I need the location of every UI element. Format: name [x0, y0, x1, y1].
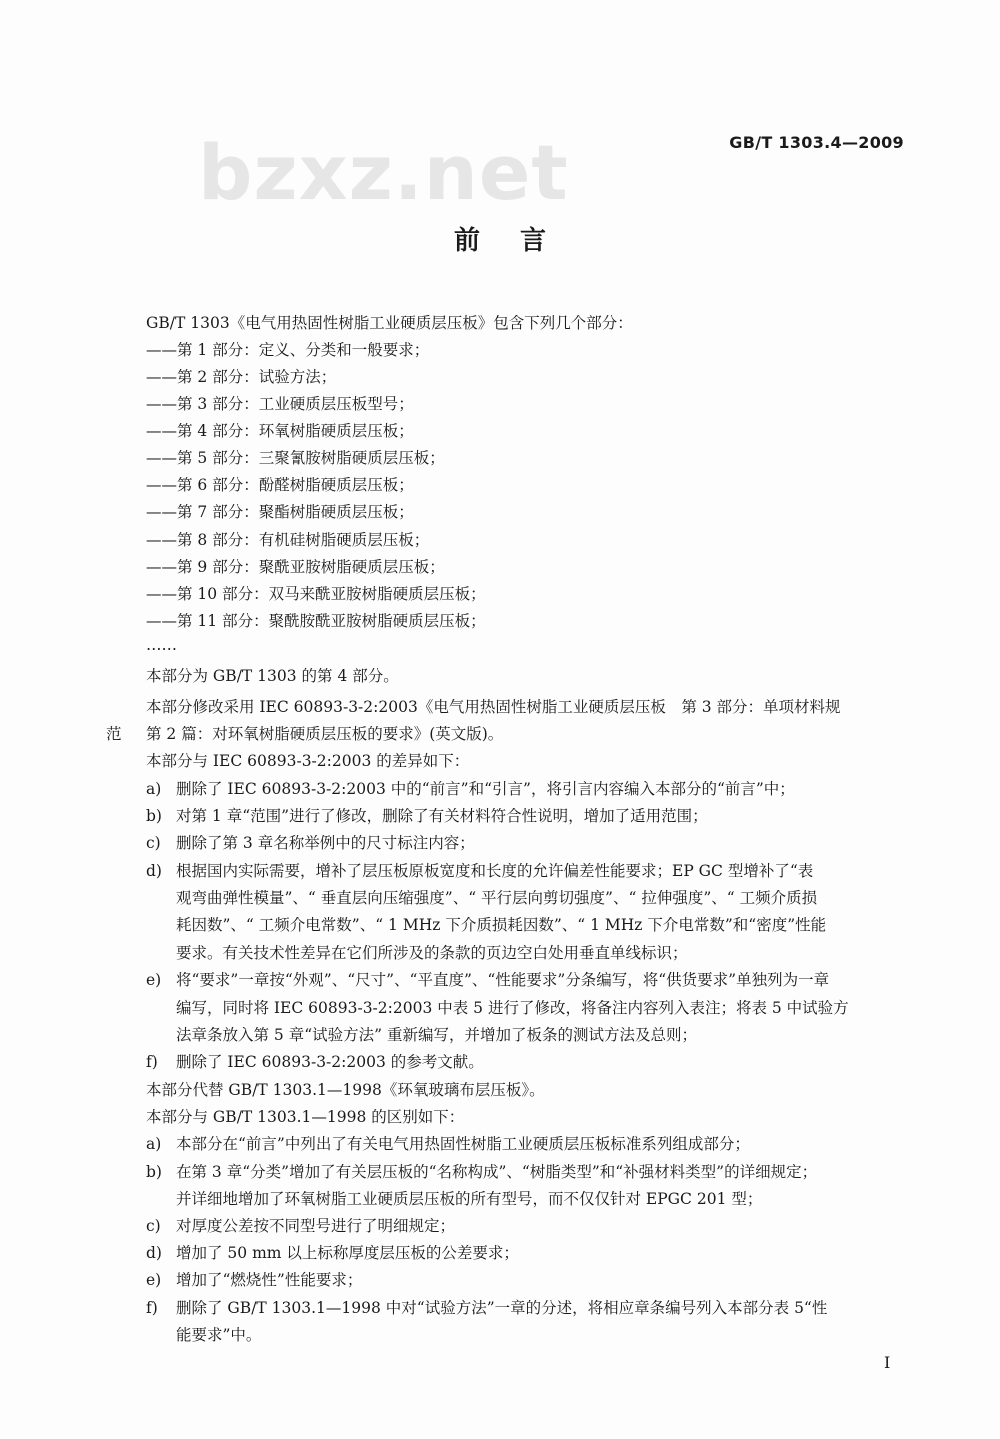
standard-number: GB/T 1303.4—2009 [729, 133, 904, 152]
part-item: ——第 2 部分：试验方法； [146, 368, 337, 386]
list-label: c) [146, 834, 161, 852]
paragraph: 本部分与 IEC 60893-3-2:2003 的差异如下： [146, 752, 470, 770]
part-item: ——第 9 部分：聚酰亚胺树脂硬质层压板； [146, 558, 445, 576]
list-item: 本部分在“前言”中列出了有关电气用热固性树脂工业硬质层压板标准系列组成部分； [176, 1135, 750, 1153]
page-number: I [884, 1353, 891, 1372]
list-label: a) [146, 780, 162, 798]
list-label: b) [146, 807, 162, 825]
list-item-continued: 要求。有关技术性差异在它们所涉及的条款的页边空白处用垂直单线标识； [176, 944, 688, 962]
list-label: a) [146, 1135, 162, 1153]
part-item: ——第 3 部分：工业硬质层压板型号； [146, 395, 414, 413]
list-item: 增加了“燃烧性”性能要求； [176, 1271, 363, 1289]
list-item-continued: 并详细地增加了环氧树脂工业硬质层压板的所有型号，而不仅仅针对 EPGC 201 型； [176, 1190, 763, 1208]
paragraph: 本部分代替 GB/T 1303.1—1998《环氧玻璃布层压板》。 [146, 1081, 545, 1099]
list-item-continued: 耗因数”、“ 工频介电常数”、“ 1 MHz 下介质损耗因数”、“ 1 MHz 下介电常数”和“密度”性能 [176, 916, 827, 934]
paragraph-margin-char: 范 [106, 725, 122, 743]
list-label: f) [146, 1299, 158, 1317]
part-item: ——第 5 部分：三聚氰胺树脂硬质层压板； [146, 449, 445, 467]
list-label: d) [146, 1244, 162, 1262]
list-item-continued: 编写，同时将 IEC 60893-3-2:2003 中表 5 进行了修改，将备注内容列入表注；将表 5 中试验方 [176, 999, 849, 1017]
list-item-continued: 能要求”中。 [176, 1326, 262, 1344]
paragraph: 本部分为 GB/T 1303 的第 4 部分。 [146, 667, 399, 685]
part-item: ——第 6 部分：酚醛树脂硬质层压板； [146, 476, 414, 494]
list-label: f) [146, 1053, 158, 1071]
list-label: c) [146, 1217, 161, 1235]
list-label: e) [146, 1271, 162, 1289]
list-item: 删除了第 3 章名称举例中的尺寸标注内容； [176, 834, 475, 852]
list-item: 将“要求”一章按“外观”、“尺寸”、“平直度”、“性能要求”分条编写，将“供货要求”单独列为一章 [176, 971, 830, 989]
paragraph: 本部分与 GB/T 1303.1—1998 的区别如下： [146, 1108, 465, 1126]
part-item: ——第 10 部分：双马来酰亚胺树脂硬质层压板； [146, 585, 486, 603]
part-item-ellipsis: …… [146, 636, 177, 654]
list-label: b) [146, 1163, 162, 1181]
part-item: ——第 8 部分：有机硅树脂硬质层压板； [146, 531, 430, 549]
list-item: 对第 1 章“范围”进行了修改，删除了有关材料符合性说明，增加了适用范围； [176, 807, 708, 825]
list-item: 删除了 GB/T 1303.1—1998 中对“试验方法”一章的分述，将相应章条编号列入本部分表 5“性 [176, 1299, 828, 1317]
list-item: 对厚度公差按不同型号进行了明细规定； [176, 1217, 456, 1235]
list-item: 增加了 50 mm 以上标称厚度层压板的公差要求； [176, 1244, 519, 1262]
part-item: ——第 11 部分：聚酰胺酰亚胺树脂硬质层压板； [146, 612, 486, 630]
list-item: 根据国内实际需要，增补了层压板原板宽度和长度的允许偏差性能要求；EP GC 型增补了“表 [176, 862, 814, 880]
list-item: 在第 3 章“分类”增加了有关层压板的“名称构成”、“树脂类型”和“补强材料类型”的详细规定； [176, 1163, 818, 1181]
list-item: 删除了 IEC 60893-3-2:2003 的参考文献。 [176, 1053, 484, 1071]
intro-paragraph: GB/T 1303《电气用热固性树脂工业硬质层压板》包含下列几个部分： [146, 314, 633, 332]
list-item-continued: 法章条放入第 5 章“试验方法” 重新编写，并增加了板条的测试方法及总则； [176, 1026, 697, 1044]
page-title: 前言 [453, 226, 586, 256]
part-item: ——第 1 部分：定义、分类和一般要求； [146, 341, 430, 359]
list-item-continued: 观弯曲弹性模量”、“ 垂直层向压缩强度”、“ 平行层向剪切强度”、“ 拉伸强度”、“ 工频介质损 [176, 889, 818, 907]
list-label: d) [146, 862, 162, 880]
part-item: ——第 7 部分：聚酯树脂硬质层压板； [146, 503, 414, 521]
part-item: ——第 4 部分：环氧树脂硬质层压板； [146, 422, 414, 440]
paragraph: 本部分修改采用 IEC 60893-3-2:2003《电气用热固性树脂工业硬质层压板 第 3 部分：单项材料规 [146, 698, 841, 716]
list-item: 删除了 IEC 60893-3-2:2003 中的“前言”和“引言”，将引言内容编入本部分的“前言”中； [176, 780, 795, 798]
list-label: e) [146, 971, 162, 989]
watermark: bzxz.net [198, 128, 569, 217]
paragraph: 第 2 篇：对环氧树脂硬质层压板的要求》(英文版)。 [146, 725, 504, 743]
